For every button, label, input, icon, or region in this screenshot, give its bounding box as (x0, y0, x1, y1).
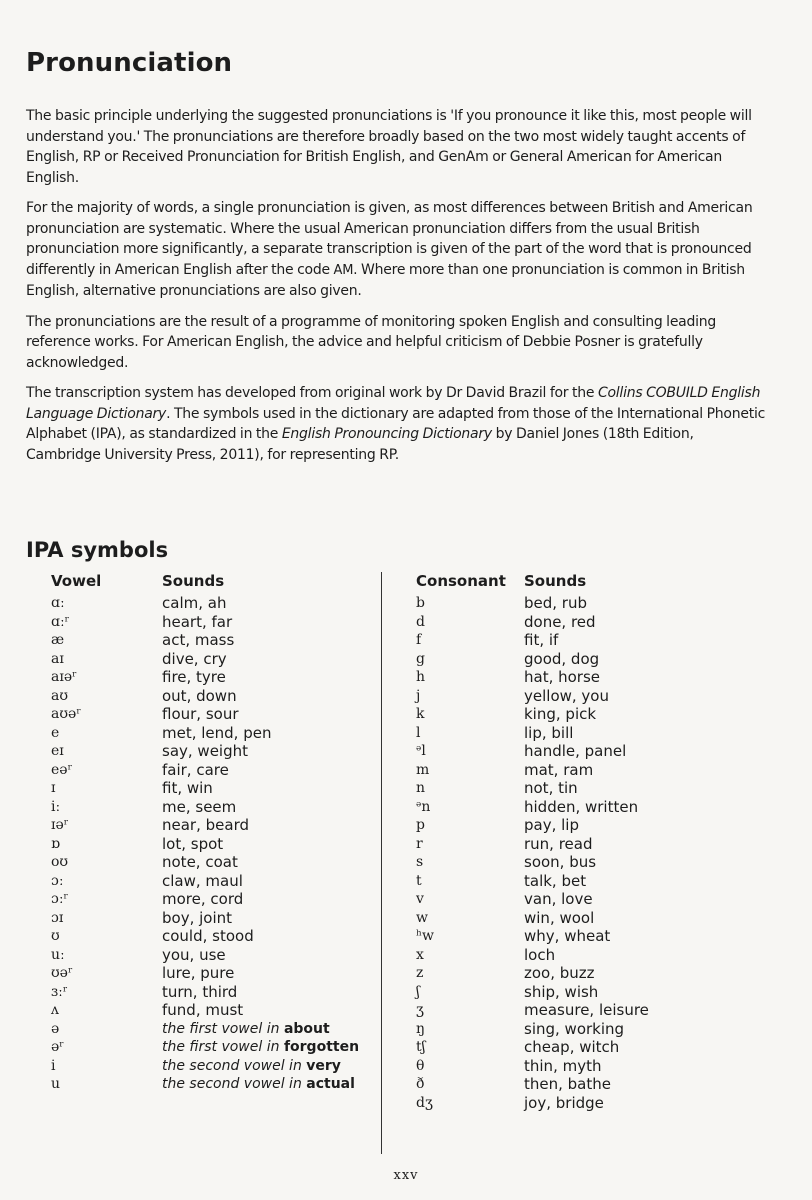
example-sounds: boy, joint (162, 908, 233, 927)
vowel-list (51, 594, 371, 1094)
example-word: about (283, 1020, 330, 1037)
vowel-row (51, 964, 371, 983)
example-sounds: fire, tyre (162, 668, 226, 686)
consonant-header: Consonant (416, 572, 506, 590)
example-sounds: flour, sour (162, 705, 239, 723)
ipa-symbol: eɪ (51, 743, 64, 759)
vowel-row (51, 724, 371, 743)
ipa-symbol: ɪ (51, 780, 56, 796)
ipa-symbol: ᵊl (416, 743, 426, 759)
example-sounds: ship, wish (524, 982, 599, 1001)
ipa-symbol: m (416, 761, 430, 778)
vowel-row (51, 594, 371, 613)
ipa-symbol: t (416, 872, 422, 889)
example-sounds: why, wheat (524, 927, 611, 945)
vowel-row (51, 1020, 371, 1039)
ipa-symbol: ɪəʳ (51, 817, 69, 833)
ipa-symbol: b (416, 595, 425, 611)
ipa-symbol: s (416, 854, 424, 870)
ipa-symbol: θ (416, 1057, 425, 1074)
vowel-row (51, 872, 371, 891)
example-description: the first vowel in (162, 1039, 284, 1055)
example-word: actual (306, 1076, 355, 1092)
consonant-row (416, 613, 756, 632)
consonant-row (416, 742, 756, 761)
consonant-row (416, 909, 756, 928)
intro-text (26, 106, 766, 465)
paragraph-text: The transcription system has developed from original work by Dr David Brazil for the (26, 385, 598, 401)
consonant-sounds-header: Sounds (524, 572, 587, 590)
example-sounds: fit, win (162, 779, 213, 797)
ipa-symbol: ʊəʳ (51, 965, 73, 981)
vowel-row (51, 946, 371, 965)
ipa-symbol: ʃ (416, 983, 420, 1000)
ipa-symbol: r (416, 835, 423, 852)
ipa-symbol: dʒ (416, 1094, 433, 1111)
example-sounds: act, mass (162, 631, 235, 649)
ipa-symbol: ᵊn (416, 798, 431, 815)
vowel-row (51, 890, 371, 909)
example-sounds: sing, working (524, 1019, 625, 1038)
paragraph-text: by Daniel Jones (18th Edition, Cambridge University Press, 2011), for representing RP. (26, 426, 694, 463)
ipa-symbol: h (416, 669, 426, 685)
ipa-symbol: z (416, 965, 424, 981)
consonant-row (416, 964, 756, 983)
example-sounds: handle, panel (524, 742, 627, 760)
ipa-symbol: oʊ (51, 854, 69, 870)
consonant-row (416, 890, 756, 909)
example-sounds: good, dog (524, 649, 600, 668)
ipa-symbol: ʌ (51, 1002, 59, 1018)
paragraph-text: For the majority of words, a single pronunciation is given, as most differences between British and American pronunciation are systematic. Where the usual American pronunciation differs from the usual British pronunciation more significantly, a separate transcription is given of the part of the word that is pronounced differently in American English after the code (26, 200, 753, 278)
example-sounds: thin, myth (524, 1056, 602, 1075)
paragraph-monitoring: The pronunciations are the result of a programme of monitoring spoken English and consulting leading reference works. For American English, the advice and helpful criticism of Debbie Posner is gratefully acknowledged. (26, 313, 717, 371)
example-sounds: say, weight (162, 742, 248, 760)
consonant-row (416, 631, 756, 650)
vowel-row (51, 613, 371, 632)
ipa-symbol: aɪ (51, 650, 64, 667)
ipa-symbol: i (51, 1057, 56, 1074)
consonant-row (416, 816, 756, 835)
vowel-header: Vowel (51, 572, 102, 590)
consonant-row (416, 1057, 756, 1076)
ipa-symbol: v (416, 891, 424, 907)
ipa-symbol: ʒ (416, 1002, 424, 1018)
example-sounds: hat, horse (524, 668, 601, 686)
consonant-row (416, 798, 756, 817)
paragraph-transcription-system (26, 383, 766, 465)
example-sounds: could, stood (162, 927, 254, 945)
ipa-table (26, 572, 766, 1152)
consonant-row (416, 1020, 756, 1039)
example-sounds: note, coat (162, 853, 238, 871)
vowel-row (51, 853, 371, 872)
ipa-symbol: ɔːʳ (51, 891, 69, 907)
ipa-symbol: e (51, 724, 60, 741)
example-sounds: bed, rub (524, 594, 588, 612)
example-sounds: fit, if (524, 631, 559, 649)
example-sounds: out, down (162, 686, 237, 705)
example-sounds: hidden, written (524, 797, 639, 816)
consonant-row (416, 724, 756, 743)
example-sounds: cheap, witch (524, 1038, 620, 1056)
consonant-row (416, 668, 756, 687)
ipa-symbol: aʊ (51, 687, 69, 704)
example-word: very (306, 1057, 341, 1074)
paragraph-principle: The basic principle underlying the suggested pronunciations is 'If you pronounce it like this, most people will understand you.' The pronunciations are therefore broadly based on the two most widely taught accents of English, RP or Received Pronunciation for British English, and GenAm or General American for American English. (26, 108, 752, 186)
ipa-symbol: f (416, 632, 422, 648)
ipa-symbol: g (416, 650, 425, 667)
ipa-symbol: ʰw (416, 928, 435, 944)
ipa-symbol: əʳ (51, 1039, 65, 1055)
ipa-symbol: l (416, 724, 421, 741)
example-sounds: calm, ah (162, 594, 227, 612)
vowel-row (51, 1057, 371, 1076)
ipa-symbol: ʊ (51, 928, 60, 944)
code-am: AM (333, 262, 354, 278)
paragraph-text: . The symbols used in the dictionary are adapted from those of the International Phonetic Alphabet (IPA), as standardized in the (26, 405, 766, 442)
example-sounds: win, wool (524, 908, 595, 927)
vowel-row (51, 1038, 371, 1057)
consonant-row (416, 927, 756, 946)
ipa-symbol: tʃ (416, 1039, 426, 1055)
ipa-symbol: ɔː (51, 872, 64, 889)
vowel-sounds-header: Sounds (162, 572, 225, 590)
vowel-row (51, 983, 371, 1002)
ipa-symbol: aɪəʳ (51, 669, 77, 685)
example-description: the second vowel in (162, 1057, 307, 1074)
example-sounds: lure, pure (162, 964, 235, 982)
consonant-row (416, 1038, 756, 1057)
consonant-row (416, 594, 756, 613)
ipa-symbol: ɑːʳ (51, 613, 70, 630)
example-sounds: pay, lip (524, 816, 579, 834)
example-sounds: you, use (162, 945, 226, 964)
consonant-list (416, 594, 756, 1112)
example-sounds: loch (524, 945, 556, 964)
ipa-symbol: ə (51, 1020, 60, 1037)
page-number: xxv (393, 1168, 419, 1183)
example-sounds: met, lend, pen (162, 723, 272, 742)
vowel-row (51, 687, 371, 706)
paragraph-text: . Where more than one pronunciation is common in British English, alternative pronunciations are also given. (26, 261, 745, 299)
page-content (26, 48, 766, 1112)
ipa-symbol: p (416, 817, 425, 833)
example-sounds: zoo, buzz (524, 964, 595, 982)
ipa-symbol: w (416, 909, 428, 926)
consonant-row (416, 761, 756, 780)
example-sounds: claw, maul (162, 871, 243, 890)
column-divider (381, 572, 382, 1154)
example-sounds: done, red (524, 612, 596, 631)
example-sounds: more, cord (162, 890, 244, 908)
vowel-row (51, 761, 371, 780)
vowel-row (51, 909, 371, 928)
ipa-symbol: u (51, 1076, 61, 1092)
example-sounds (162, 1038, 359, 1057)
ipa-symbol: ɜːʳ (51, 983, 68, 1000)
ipa-symbol: k (416, 706, 425, 722)
example-description: the first vowel in (162, 1020, 284, 1037)
example-sounds: yellow, you (524, 686, 609, 705)
vowel-row (51, 816, 371, 835)
ipa-symbol: ɒ (51, 835, 60, 852)
vowel-row (51, 798, 371, 817)
vowel-row (51, 1001, 371, 1020)
consonant-row (416, 983, 756, 1002)
ipa-symbol: ŋ (416, 1020, 426, 1037)
example-sounds: fund, must (162, 1001, 244, 1019)
example-sounds: fair, care (162, 760, 229, 779)
consonant-row (416, 1001, 756, 1020)
vowel-row (51, 668, 371, 687)
vowel-row (51, 1075, 371, 1094)
example-sounds: near, beard (162, 816, 249, 834)
ipa-symbol: eəʳ (51, 761, 73, 778)
ipa-symbol: aʊəʳ (51, 706, 82, 722)
ipa-symbol: ɔɪ (51, 909, 64, 926)
example-sounds: then, bathe (524, 1075, 611, 1093)
consonant-row (416, 835, 756, 854)
ipa-symbol: d (416, 613, 425, 630)
example-sounds: measure, leisure (524, 1001, 649, 1019)
book-title: Collins COBUILD English Language Dictionary (26, 385, 761, 422)
book-title: English Pronouncing Dictionary (281, 426, 492, 442)
example-sounds (162, 1075, 355, 1094)
example-sounds: talk, bet (524, 871, 587, 890)
ipa-symbol: n (416, 780, 426, 796)
consonant-row (416, 650, 756, 669)
vowel-row (51, 705, 371, 724)
vowel-row (51, 631, 371, 650)
consonant-row (416, 946, 756, 965)
ipa-symbol: uː (51, 946, 65, 963)
example-sounds: lot, spot (162, 834, 224, 853)
example-sounds (162, 1057, 341, 1076)
ipa-symbol: æ (51, 632, 65, 648)
example-sounds: me, seem (162, 797, 237, 816)
ipa-symbol: ɑː (51, 595, 65, 611)
example-sounds: soon, bus (524, 853, 597, 871)
ipa-symbol: iː (51, 798, 61, 815)
ipa-symbol: x (416, 946, 424, 963)
example-sounds: not, tin (524, 779, 578, 797)
vowel-row (51, 835, 371, 854)
example-sounds: mat, ram (524, 760, 594, 779)
example-sounds: heart, far (162, 612, 233, 631)
consonant-row (416, 779, 756, 798)
example-sounds (162, 1020, 330, 1039)
paragraph-systematic-differences (26, 198, 766, 302)
example-word: forgotten (283, 1039, 360, 1055)
example-description: the second vowel in (162, 1076, 307, 1092)
ipa-symbol: ð (416, 1076, 425, 1092)
consonant-row (416, 1075, 756, 1094)
ipa-symbol: j (416, 687, 421, 704)
consonant-row (416, 1094, 756, 1113)
vowel-row (51, 779, 371, 798)
page-title: Pronunciation (26, 48, 233, 78)
example-sounds: joy, bridge (524, 1093, 604, 1112)
ipa-symbols-heading: IPA symbols (26, 538, 169, 562)
consonant-row (416, 872, 756, 891)
example-sounds: van, love (524, 890, 593, 908)
example-sounds: king, pick (524, 705, 597, 723)
consonant-row (416, 853, 756, 872)
example-sounds: run, read (524, 834, 593, 853)
consonant-row (416, 705, 756, 724)
example-sounds: dive, cry (162, 649, 227, 668)
example-sounds: turn, third (162, 982, 238, 1001)
consonant-row (416, 687, 756, 706)
vowel-row (51, 742, 371, 761)
vowel-row (51, 927, 371, 946)
vowel-row (51, 650, 371, 669)
example-sounds: lip, bill (524, 723, 574, 742)
